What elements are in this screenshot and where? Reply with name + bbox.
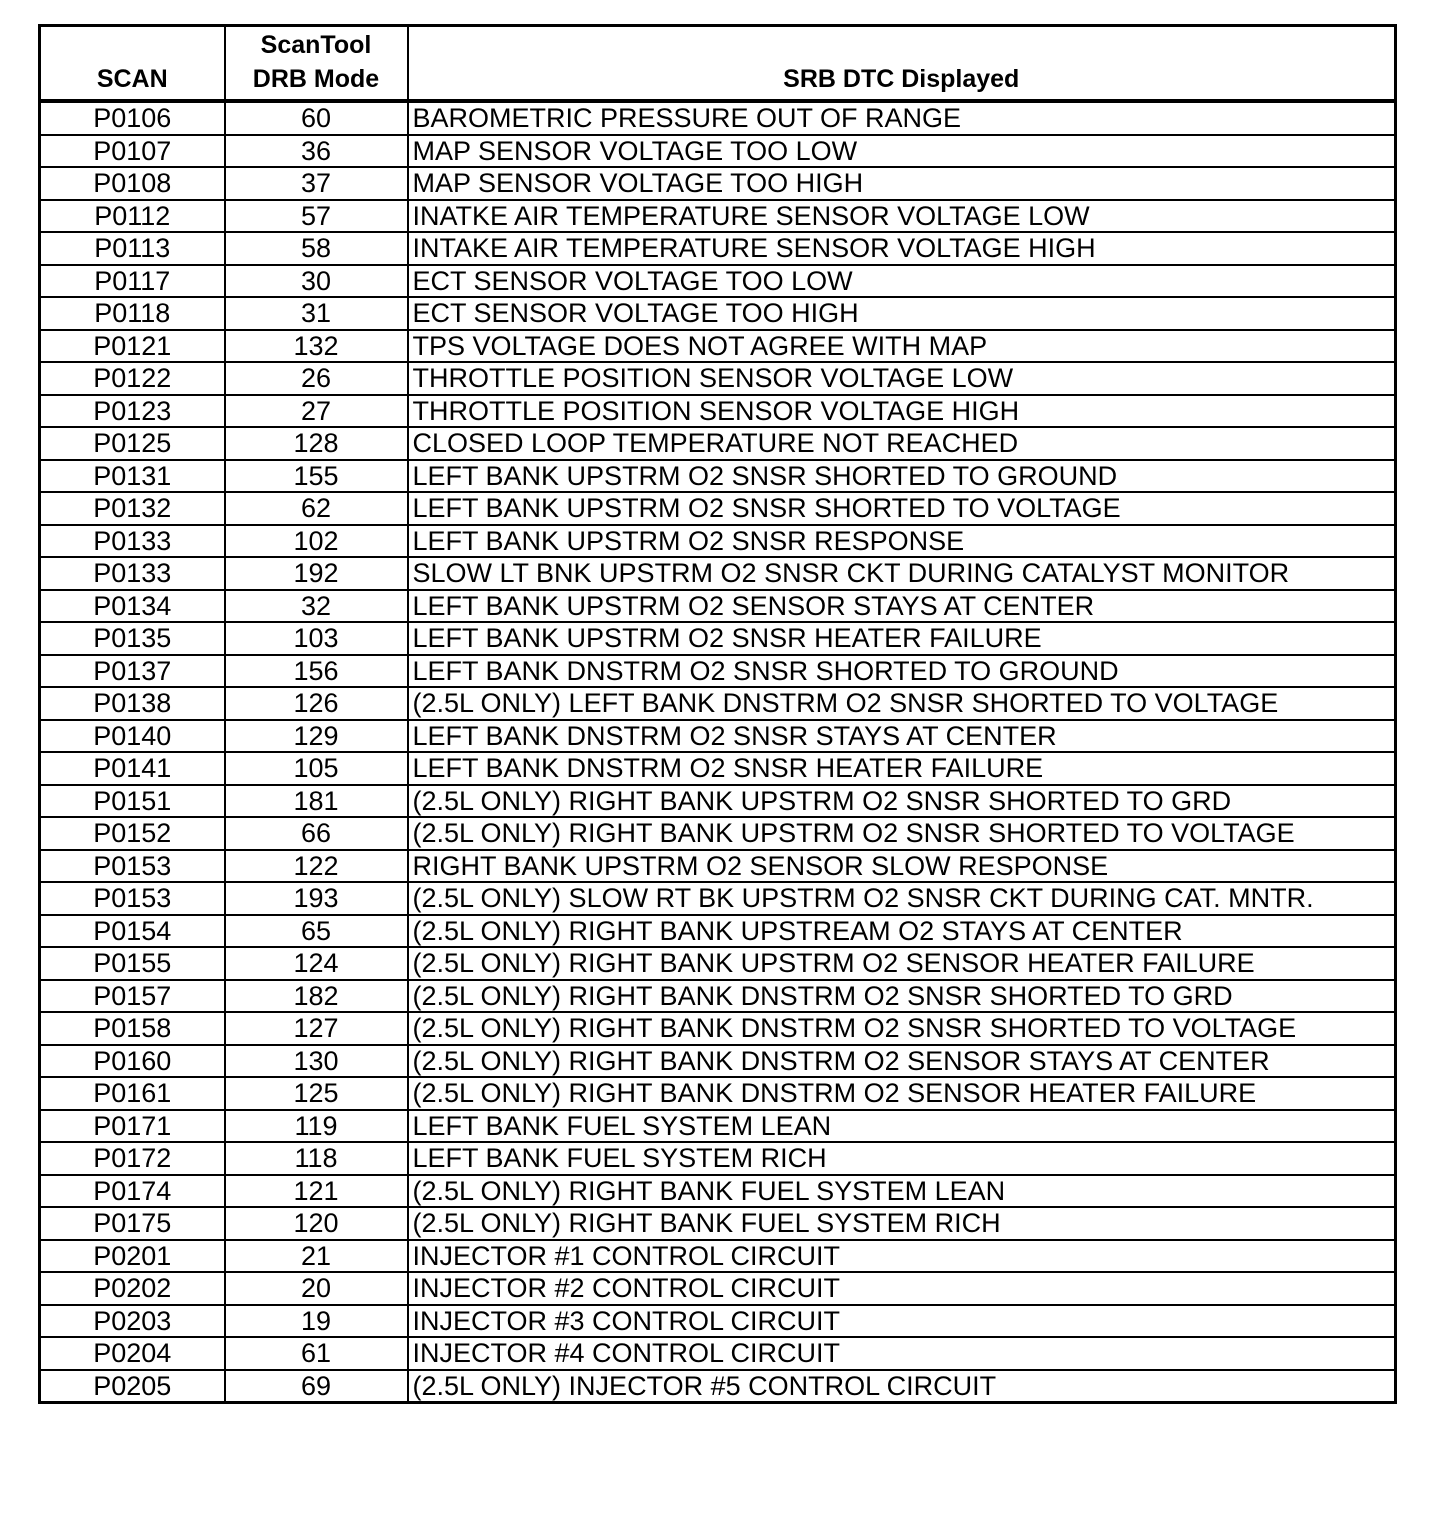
drb-mode-cell: 126 [225,687,408,720]
dtc-description-cell: LEFT BANK UPSTRM O2 SNSR HEATER FAILURE [408,622,1396,655]
table-row [40,1305,1396,1338]
dtc-description-cell: BAROMETRIC PRESSURE OUT OF RANGE [408,101,1396,135]
scan-code-cell: P0161 [40,1077,225,1110]
scan-code-cell: P0202 [40,1272,225,1305]
dtc-description-cell: (2.5L ONLY) RIGHT BANK FUEL SYSTEM LEAN [408,1175,1396,1208]
header-row [40,26,1396,102]
drb-mode-cell: 181 [225,785,408,818]
dtc-description-cell: LEFT BANK FUEL SYSTEM LEAN [408,1110,1396,1143]
scan-code-cell: P0201 [40,1240,225,1273]
scan-code-cell: P0122 [40,362,225,395]
scan-code-cell: P0113 [40,232,225,265]
scan-code-cell: P0123 [40,395,225,428]
drb-mode-cell: 156 [225,655,408,688]
drb-mode-cell: 32 [225,590,408,623]
dtc-description-cell: MAP SENSOR VOLTAGE TOO HIGH [408,167,1396,200]
scan-code-cell: P0204 [40,1337,225,1370]
header-mode-line2: DRB Mode [252,65,380,93]
scan-code-cell: P0160 [40,1045,225,1078]
drb-mode-cell: 105 [225,752,408,785]
scan-code-cell: P0158 [40,1012,225,1045]
scan-code-cell: P0132 [40,492,225,525]
dtc-description-cell: TPS VOLTAGE DOES NOT AGREE WITH MAP [408,330,1396,363]
table-row [40,427,1396,460]
table-row [40,1337,1396,1370]
table-row [40,720,1396,753]
drb-mode-cell: 118 [225,1142,408,1175]
dtc-description-cell: THROTTLE POSITION SENSOR VOLTAGE HIGH [408,395,1396,428]
drb-mode-cell: 155 [225,460,408,493]
scan-code-cell: P0125 [40,427,225,460]
drb-mode-cell: 30 [225,265,408,298]
scan-code-cell: P0154 [40,915,225,948]
table-row [40,850,1396,883]
dtc-description-cell: LEFT BANK DNSTRM O2 SNSR HEATER FAILURE [408,752,1396,785]
table-row [40,785,1396,818]
dtc-description-cell: LEFT BANK UPSTRM O2 SENSOR STAYS AT CENTER [408,590,1396,623]
drb-mode-cell: 102 [225,525,408,558]
drb-mode-cell: 36 [225,135,408,168]
dtc-description-cell: (2.5L ONLY) RIGHT BANK FUEL SYSTEM RICH [408,1207,1396,1240]
drb-mode-cell: 37 [225,167,408,200]
dtc-description-cell: SLOW LT BNK UPSTRM O2 SNSR CKT DURING CATALYST MONITOR [408,557,1396,590]
drb-mode-cell: 193 [225,882,408,915]
header-dtc-displayed [408,26,1396,102]
table-row [40,915,1396,948]
table-row [40,525,1396,558]
drb-mode-cell: 182 [225,980,408,1013]
scan-code-cell: P0141 [40,752,225,785]
drb-mode-cell: 119 [225,1110,408,1143]
scan-code-cell: P0106 [40,101,225,135]
header-drb-mode [225,26,408,102]
dtc-description-cell: (2.5L ONLY) RIGHT BANK DNSTRM O2 SNSR SHORTED TO GRD [408,980,1396,1013]
drb-mode-cell: 132 [225,330,408,363]
scan-code-cell: P0203 [40,1305,225,1338]
scan-code-cell: P0138 [40,687,225,720]
table-row [40,1175,1396,1208]
dtc-description-cell: (2.5L ONLY) RIGHT BANK UPSTREAM O2 STAYS AT CENTER [408,915,1396,948]
dtc-description-cell: LEFT BANK DNSTRM O2 SNSR STAYS AT CENTER [408,720,1396,753]
dtc-description-cell: (2.5L ONLY) SLOW RT BK UPSTRM O2 SNSR CKT DURING CAT. MNTR. [408,882,1396,915]
table-row [40,362,1396,395]
table-row [40,687,1396,720]
drb-mode-cell: 124 [225,947,408,980]
dtc-description-cell: INJECTOR #2 CONTROL CIRCUIT [408,1272,1396,1305]
table-row [40,557,1396,590]
table-row [40,817,1396,850]
drb-mode-cell: 69 [225,1370,408,1403]
dtc-description-cell: (2.5L ONLY) RIGHT BANK UPSTRM O2 SENSOR HEATER FAILURE [408,947,1396,980]
drb-mode-cell: 66 [225,817,408,850]
table-row [40,655,1396,688]
table-row [40,947,1396,980]
table-row [40,232,1396,265]
dtc-description-cell: (2.5L ONLY) RIGHT BANK DNSTRM O2 SENSOR HEATER FAILURE [408,1077,1396,1110]
drb-mode-cell: 121 [225,1175,408,1208]
dtc-description-cell: (2.5L ONLY) RIGHT BANK UPSTRM O2 SNSR SHORTED TO GRD [408,785,1396,818]
table-row [40,1045,1396,1078]
scan-code-cell: P0171 [40,1110,225,1143]
table-row [40,167,1396,200]
table-row [40,882,1396,915]
scan-code-cell: P0172 [40,1142,225,1175]
dtc-description-cell: CLOSED LOOP TEMPERATURE NOT REACHED [408,427,1396,460]
dtc-description-cell: LEFT BANK FUEL SYSTEM RICH [408,1142,1396,1175]
table-row [40,590,1396,623]
drb-mode-cell: 103 [225,622,408,655]
scan-code-cell: P0133 [40,557,225,590]
drb-mode-cell: 130 [225,1045,408,1078]
table-row [40,1370,1396,1403]
header-desc-label: SRB DTC Displayed [783,65,1020,93]
table-row [40,1142,1396,1175]
scan-code-cell: P0151 [40,785,225,818]
dtc-description-cell: LEFT BANK UPSTRM O2 SNSR RESPONSE [408,525,1396,558]
table-body [40,101,1396,1403]
table-row [40,101,1396,135]
dtc-description-cell: INJECTOR #1 CONTROL CIRCUIT [408,1240,1396,1273]
scan-code-cell: P0137 [40,655,225,688]
drb-mode-cell: 27 [225,395,408,428]
table-row [40,1207,1396,1240]
drb-mode-cell: 21 [225,1240,408,1273]
scan-code-cell: P0152 [40,817,225,850]
drb-mode-cell: 60 [225,101,408,135]
drb-mode-cell: 127 [225,1012,408,1045]
dtc-description-cell: INATKE AIR TEMPERATURE SENSOR VOLTAGE LOW [408,200,1396,233]
scan-code-cell: P0108 [40,167,225,200]
table-row [40,1272,1396,1305]
drb-mode-cell: 31 [225,297,408,330]
table-row [40,1077,1396,1110]
dtc-description-cell: ECT SENSOR VOLTAGE TOO HIGH [408,297,1396,330]
scan-code-cell: P0131 [40,460,225,493]
scan-code-cell: P0153 [40,882,225,915]
table-row [40,200,1396,233]
dtc-description-cell: LEFT BANK UPSTRM O2 SNSR SHORTED TO GROUND [408,460,1396,493]
table-header [40,26,1396,102]
scan-code-cell: P0157 [40,980,225,1013]
drb-mode-cell: 120 [225,1207,408,1240]
scan-code-cell: P0153 [40,850,225,883]
drb-mode-cell: 122 [225,850,408,883]
scan-code-cell: P0205 [40,1370,225,1403]
dtc-description-cell: LEFT BANK UPSTRM O2 SNSR SHORTED TO VOLTAGE [408,492,1396,525]
drb-mode-cell: 57 [225,200,408,233]
table-row [40,265,1396,298]
dtc-description-cell: ECT SENSOR VOLTAGE TOO LOW [408,265,1396,298]
drb-mode-cell: 58 [225,232,408,265]
dtc-table [38,24,1397,1404]
drb-mode-cell: 62 [225,492,408,525]
scan-code-cell: P0107 [40,135,225,168]
drb-mode-cell: 125 [225,1077,408,1110]
dtc-description-cell: LEFT BANK DNSTRM O2 SNSR SHORTED TO GROUND [408,655,1396,688]
dtc-description-cell: MAP SENSOR VOLTAGE TOO LOW [408,135,1396,168]
scan-code-cell: P0117 [40,265,225,298]
scan-code-cell: P0140 [40,720,225,753]
dtc-description-cell: RIGHT BANK UPSTRM O2 SENSOR SLOW RESPONSE [408,850,1396,883]
scan-code-cell: P0175 [40,1207,225,1240]
table-row [40,460,1396,493]
dtc-description-cell: (2.5L ONLY) INJECTOR #5 CONTROL CIRCUIT [408,1370,1396,1403]
dtc-description-cell: (2.5L ONLY) RIGHT BANK DNSTRM O2 SENSOR STAYS AT CENTER [408,1045,1396,1078]
dtc-description-cell: (2.5L ONLY) LEFT BANK DNSTRM O2 SNSR SHORTED TO VOLTAGE [408,687,1396,720]
drb-mode-cell: 128 [225,427,408,460]
scan-code-cell: P0134 [40,590,225,623]
table-row [40,135,1396,168]
table-row [40,1012,1396,1045]
drb-mode-cell: 20 [225,1272,408,1305]
table-row [40,395,1396,428]
header-scan [40,26,225,102]
dtc-description-cell: (2.5L ONLY) RIGHT BANK DNSTRM O2 SNSR SHORTED TO VOLTAGE [408,1012,1396,1045]
drb-mode-cell: 129 [225,720,408,753]
scan-code-cell: P0121 [40,330,225,363]
scan-code-cell: P0112 [40,200,225,233]
drb-mode-cell: 192 [225,557,408,590]
dtc-description-cell: INTAKE AIR TEMPERATURE SENSOR VOLTAGE HIGH [408,232,1396,265]
drb-mode-cell: 61 [225,1337,408,1370]
drb-mode-cell: 19 [225,1305,408,1338]
table-row [40,752,1396,785]
header-mode-line1: ScanTool [260,31,372,59]
scan-code-cell: P0135 [40,622,225,655]
table-row [40,492,1396,525]
table-row [40,1240,1396,1273]
scan-code-cell: P0133 [40,525,225,558]
drb-mode-cell: 26 [225,362,408,395]
table-row [40,980,1396,1013]
drb-mode-cell: 65 [225,915,408,948]
dtc-description-cell: INJECTOR #3 CONTROL CIRCUIT [408,1305,1396,1338]
table-row [40,1110,1396,1143]
scan-code-cell: P0155 [40,947,225,980]
dtc-description-cell: INJECTOR #4 CONTROL CIRCUIT [408,1337,1396,1370]
header-scan-label: SCAN [96,65,168,93]
table-row [40,330,1396,363]
scan-code-cell: P0174 [40,1175,225,1208]
table-row [40,297,1396,330]
table-row [40,622,1396,655]
dtc-description-cell: (2.5L ONLY) RIGHT BANK UPSTRM O2 SNSR SHORTED TO VOLTAGE [408,817,1396,850]
dtc-description-cell: THROTTLE POSITION SENSOR VOLTAGE LOW [408,362,1396,395]
scan-code-cell: P0118 [40,297,225,330]
